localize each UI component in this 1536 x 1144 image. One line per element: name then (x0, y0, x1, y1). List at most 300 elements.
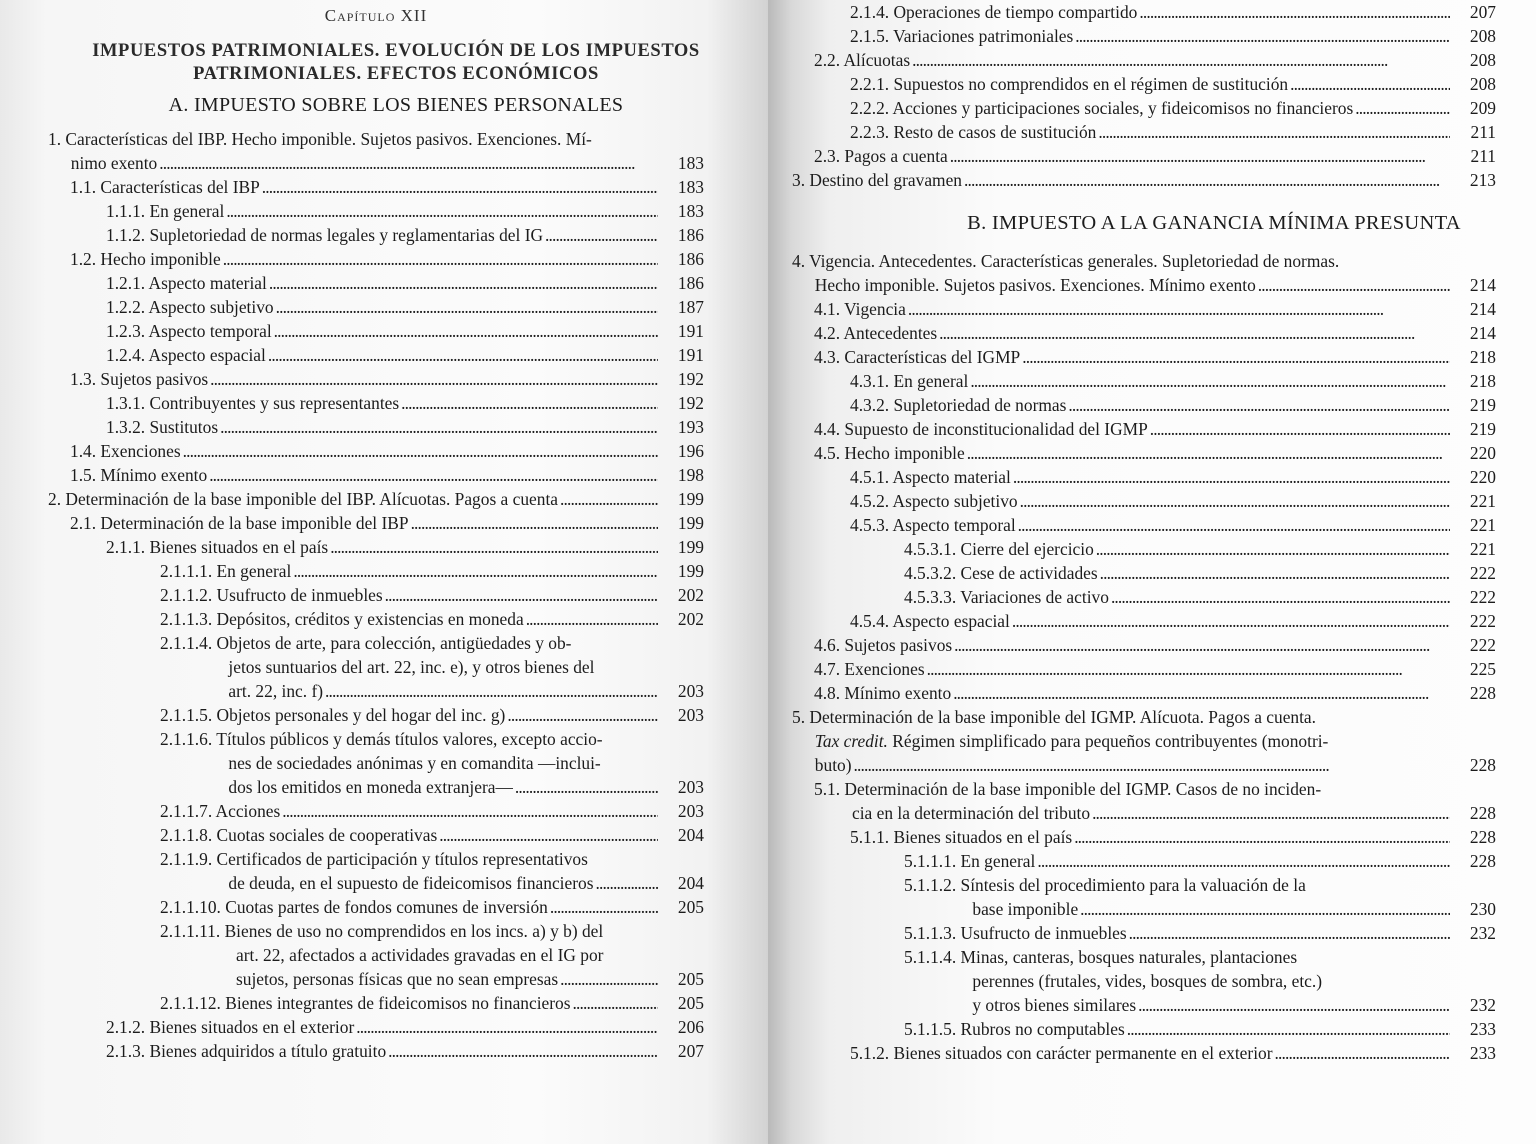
toc-page-number: 218 (1469, 371, 1496, 391)
toc-entry (48, 367, 704, 391)
toc-page-number: 228 (1469, 803, 1496, 823)
toc-page-number: 206 (677, 1017, 704, 1037)
leader-dots (595, 871, 658, 895)
leader-dots (1074, 825, 1450, 849)
toc-entry-title (904, 1017, 1125, 1041)
toc-page-number: 214 (1469, 323, 1496, 343)
toc-entry-title (48, 127, 660, 151)
toc-entry (48, 271, 704, 295)
leader-dots (1037, 849, 1450, 873)
toc-entry-line: art. 22, afectados a actividades gravadas en el IG por (236, 945, 604, 965)
toc-entry-title (904, 921, 1127, 945)
leader-dots (507, 703, 658, 727)
toc-entry-title (70, 247, 221, 271)
toc-entry (48, 343, 704, 367)
toc-entry-line: nimo exento (70, 153, 158, 173)
toc-entry-title (850, 72, 1288, 96)
toc-entry-line: 5. Determinación de la base imponible del IGMP. Alícuota. Pagos a cuenta. (792, 707, 1317, 727)
toc-entry (792, 393, 1496, 417)
toc-entry (792, 1017, 1496, 1041)
toc-page-number: 209 (1469, 98, 1496, 118)
toc-page-number: 199 (677, 537, 704, 557)
toc-entry-line: 2.1.1.10. Cuotas partes de fondos comunes de inversión (160, 897, 548, 917)
toc-entry (48, 391, 704, 415)
leader-dots (526, 607, 658, 631)
leader-dots (385, 583, 658, 607)
toc-entry-line: 2.1.5. Variaciones patrimoniales (850, 26, 1074, 46)
toc-page-number: 221 (1469, 491, 1496, 511)
toc-entry-title (160, 631, 660, 679)
toc-entry (792, 249, 1496, 297)
toc-entry (48, 319, 704, 343)
leader-dots (1111, 585, 1450, 609)
toc-entry-line: 2. Determinación de la base imponible del IBP. Alícuotas. Pagos a cuenta (48, 489, 558, 509)
toc-entry (48, 703, 704, 727)
toc-entry-title (850, 1041, 1273, 1065)
toc-entry (792, 24, 1496, 48)
toc-entry (792, 465, 1496, 489)
toc-entry-line: 2.3. Pagos a cuenta (814, 146, 948, 166)
toc-entry (48, 559, 704, 583)
toc-entry-line: Tax credit. Régimen simplificado para pequeños contribuyentes (monotri- (814, 731, 1329, 751)
toc-entry-line: 5.1.1. Bienes situados en el país (850, 827, 1073, 847)
toc-entry-line: 1.5. Mínimo exento (70, 465, 208, 485)
leader-dots (1096, 537, 1450, 561)
toc-entry-line: buto) (814, 755, 852, 775)
section-heading-a: A. IMPUESTO SOBRE LOS BIENES PERSONALES (168, 94, 624, 116)
toc-entry-title (160, 799, 280, 823)
toc-entry-line: 5.1.1.2. Síntesis del procedimiento para la valuación de la (904, 875, 1306, 895)
toc-entry-line: 1.1.1. En general (106, 201, 225, 221)
toc-entry-title (814, 681, 951, 705)
toc-page-number: 211 (1470, 122, 1496, 142)
toc-entry (792, 489, 1496, 513)
toc-entry-line: 1. Características del IBP. Hecho imponible. Sujetos pasivos. Exenciones. Mí- (48, 129, 592, 149)
toc-entry-line: de deuda, en el supuesto de fideicomisos financieros (228, 873, 594, 893)
toc-entry-title (160, 823, 437, 847)
leader-dots (223, 247, 658, 271)
toc-entry-title (106, 223, 543, 247)
toc-page-number: 222 (1469, 635, 1496, 655)
toc-page-number: 192 (677, 393, 704, 413)
leader-dots (950, 144, 1450, 168)
leader-dots (330, 535, 658, 559)
toc-entry (792, 537, 1496, 561)
toc-entry-line: 4.3. Características del IGMP (814, 347, 1021, 367)
toc-entry-title (106, 343, 266, 367)
toc-entry-line: 2.2.1. Supuestos no comprendidos en el régimen de sustitución (850, 74, 1289, 94)
toc-page-number: 219 (1469, 395, 1496, 415)
leader-dots (1100, 561, 1450, 585)
toc-entry-title (160, 991, 571, 1015)
toc-entry (48, 1039, 704, 1063)
leader-dots (1150, 417, 1450, 441)
leader-dots (908, 297, 1450, 321)
toc-entry-line: 4.5. Hecho imponible (814, 443, 965, 463)
toc-entry (792, 777, 1496, 825)
toc-entry-title (814, 417, 1148, 441)
leader-dots (282, 799, 658, 823)
leader-dots (1098, 120, 1450, 144)
toc-entry (792, 297, 1496, 321)
leader-dots (1355, 96, 1450, 120)
toc-entry (792, 633, 1496, 657)
leader-dots (970, 369, 1450, 393)
toc-page-number: 230 (1469, 899, 1496, 919)
toc-entry (792, 705, 1496, 777)
leader-dots (226, 199, 658, 223)
leader-dots (560, 967, 658, 991)
toc-page-number: 222 (1469, 563, 1496, 583)
toc-entry-line: 4.5.2. Aspecto subjetivo (850, 491, 1018, 511)
toc-page-number: 211 (1470, 146, 1496, 166)
toc-page-number: 219 (1469, 419, 1496, 439)
toc-page-number: 228 (1469, 755, 1496, 775)
toc-entry-title (850, 24, 1073, 48)
toc-page-number: 191 (677, 345, 704, 365)
toc-entry (48, 823, 704, 847)
toc-page-number: 222 (1469, 587, 1496, 607)
toc-page-number: 220 (1469, 443, 1496, 463)
toc-entry-title (814, 633, 952, 657)
toc-entry-line: 1.1.2. Supletoriedad de normas legales y reglamentarias del IG (106, 225, 544, 245)
toc-entry (48, 607, 704, 631)
toc-entry-line: cia en la determinación del tributo (852, 803, 1091, 823)
toc-entry-title (904, 561, 1098, 585)
toc-entry-line: 4.7. Exenciones (814, 659, 925, 679)
toc-entry-title (814, 777, 1452, 801)
leader-dots (912, 48, 1450, 72)
leader-dots (1080, 897, 1450, 921)
toc-page-number: 221 (1469, 515, 1496, 535)
leader-dots (1013, 465, 1450, 489)
toc-entry (792, 120, 1496, 144)
toc-entry (48, 583, 704, 607)
toc-entry (792, 609, 1496, 633)
toc-entry-title (792, 705, 1452, 753)
toc-entry (792, 168, 1496, 192)
toc-entry-line: 2.1.1.3. Depósitos, créditos y existencias en moneda (160, 609, 524, 629)
toc-entry-line: 5.1.2. Bienes situados con carácter permanente en el exterior (850, 1043, 1273, 1063)
toc-entry (792, 1041, 1496, 1065)
toc-page-number: 208 (1469, 74, 1496, 94)
toc-entry (792, 945, 1496, 1017)
toc-entry-title (850, 369, 968, 393)
toc-entry-title (850, 96, 1353, 120)
toc-entry (792, 96, 1496, 120)
toc-page-number: 207 (677, 1041, 704, 1061)
toc-page-number: 186 (677, 273, 704, 293)
toc-entry-line: 4.5.3. Aspecto temporal (850, 515, 1016, 535)
leader-dots (401, 391, 658, 415)
toc-page-number: 183 (677, 177, 704, 197)
chapter-title (48, 40, 704, 86)
toc-page-number: 193 (677, 417, 704, 437)
toc-page-number: 205 (677, 897, 704, 917)
toc-entry-line: 4.4. Supuesto de inconstitucionalidad del IGMP (814, 419, 1148, 439)
toc-entry-line: art. 22, inc. f) (228, 681, 324, 701)
toc-entry (792, 72, 1496, 96)
leader-dots (573, 991, 658, 1015)
toc-entry (48, 535, 704, 559)
leader-dots (939, 321, 1450, 345)
right-page (768, 0, 1536, 1144)
toc-entry-line: 4.2. Antecedentes (814, 323, 938, 343)
toc-entry-title (70, 439, 181, 463)
toc-entry-title (70, 463, 207, 487)
toc-entry-line: 2.1.1.8. Cuotas sociales de cooperativas (160, 825, 438, 845)
toc-entry-line: 2.2. Alícuotas (814, 50, 911, 70)
toc-entry-title (106, 319, 272, 343)
leader-dots (269, 271, 658, 295)
toc-entry-line: 4.5.3.1. Cierre del ejercicio (904, 539, 1094, 559)
toc-entry-line: base imponible (972, 899, 1079, 919)
toc-page-number: 221 (1469, 539, 1496, 559)
toc-entry-line: 4.5.3.3. Variaciones de activo (904, 587, 1109, 607)
toc-entry (792, 921, 1496, 945)
toc-entry-title (48, 487, 558, 511)
toc-entry-title (106, 415, 218, 439)
toc-entry-title (904, 585, 1109, 609)
toc-entry (48, 223, 704, 247)
leader-dots (1092, 801, 1450, 825)
toc-entry (792, 321, 1496, 345)
toc-entry-title (814, 297, 906, 321)
toc-entry-line: 5.1. Determinación de la base imponible del IGMP. Casos de no inciden- (814, 779, 1322, 799)
leader-dots (560, 487, 658, 511)
leader-dots (953, 681, 1450, 705)
toc-entry-title (70, 511, 409, 535)
toc-entry-title (160, 559, 291, 583)
toc-entry-title (814, 48, 910, 72)
leader-dots (411, 511, 658, 535)
leader-dots (262, 175, 658, 199)
leader-dots (1020, 489, 1450, 513)
leader-dots (854, 753, 1450, 777)
toc-entry-line: 5.1.1.4. Minas, canteras, bosques naturales, plantaciones (904, 947, 1298, 967)
leader-dots (388, 1039, 658, 1063)
leader-dots (927, 657, 1450, 681)
leader-dots (210, 367, 658, 391)
toc-entry-line: 1.2.2. Aspecto subjetivo (106, 297, 274, 317)
toc-entry-title (904, 537, 1094, 561)
chapter-title-line-2: PATRIMONIALES. EFECTOS ECONÓMICOS (193, 64, 599, 84)
toc-entry-title (850, 0, 1137, 24)
toc-entry (792, 345, 1496, 369)
toc-entry-line: 1.3. Sujetos pasivos (70, 369, 209, 389)
toc-page-number: 203 (677, 777, 704, 797)
leader-dots (1139, 0, 1450, 24)
toc-page-number: 220 (1469, 467, 1496, 487)
toc-entry-line: 1.3.2. Sustitutos (106, 417, 219, 437)
section-heading-b: B. IMPUESTO A LA GANANCIA MÍNIMA PRESUNTA (967, 212, 1461, 234)
toc-entry-title (70, 175, 260, 199)
toc-page-number: 203 (677, 705, 704, 725)
toc-page-number: 205 (677, 993, 704, 1013)
toc-entry-line: jetos suntuarios del art. 22, inc. e), y otros bienes del (228, 657, 595, 677)
toc-page-number: 199 (677, 513, 704, 533)
toc-entry-title (106, 1039, 386, 1063)
toc-entry-line: 2.1.3. Bienes adquiridos a título gratuito (106, 1041, 387, 1061)
toc-entry-line: 5.1.1.1. En general (904, 851, 1036, 871)
toc-page-number: 228 (1469, 683, 1496, 703)
leader-dots (1275, 1041, 1450, 1065)
toc-entry (48, 847, 704, 895)
toc-entry-line: Hecho imponible. Sujetos pasivos. Exenciones. Mínimo exento (814, 275, 1256, 295)
leader-dots (356, 1015, 658, 1039)
toc-entry-line: 2.1.1.5. Objetos personales y del hogar del inc. g) (160, 705, 506, 725)
toc-page-number: 204 (677, 873, 704, 893)
toc-entry-line: 3. Destino del gravamen (792, 170, 962, 190)
toc-entry-line: 5.1.1.5. Rubros no computables (904, 1019, 1125, 1039)
toc-entry (792, 48, 1496, 72)
toc-entry (792, 417, 1496, 441)
toc-entry-title (904, 945, 1452, 993)
toc-entry (48, 175, 704, 199)
toc-entry-title (106, 535, 328, 559)
toc-entry-line: 1.2.1. Aspecto material (106, 273, 267, 293)
leader-dots (1258, 273, 1450, 297)
toc-entry-line: 2.1.1.1. En general (160, 561, 292, 581)
toc-entry-line: 1.2.3. Aspecto temporal (106, 321, 272, 341)
toc-entry-line: 2.1.1.12. Bienes integrantes de fideicomisos no financieros (160, 993, 571, 1013)
toc-entry-title (106, 199, 224, 223)
toc-entry-line: 2.1. Determinación de la base imponible del IBP (70, 513, 409, 533)
toc-entry (792, 513, 1496, 537)
toc-page-number: 203 (677, 801, 704, 821)
leader-dots (1290, 72, 1450, 96)
toc-page-number: 187 (677, 297, 704, 317)
toc-entry (792, 849, 1496, 873)
toc-entry (48, 199, 704, 223)
leader-dots (954, 633, 1450, 657)
toc-entry-line: 1.2.4. Aspecto espacial (106, 345, 266, 365)
leader-dots (439, 823, 658, 847)
toc-page-number: 228 (1469, 851, 1496, 871)
toc-entry-line: sujetos, personas físicas que no sean empresas (236, 969, 559, 989)
toc-entry-line: 2.2.2. Acciones y participaciones sociales, y fideicomisos no financieros (850, 98, 1354, 118)
toc-entry (48, 727, 704, 799)
toc-page-number: 199 (677, 561, 704, 581)
toc-entry (792, 441, 1496, 465)
toc-page-number: 199 (677, 489, 704, 509)
toc-entry-line: 2.1.1. Bienes situados en el país (106, 537, 329, 557)
toc-entry-title (160, 607, 524, 631)
toc-entry-title (106, 391, 399, 415)
toc-entry-title (814, 345, 1020, 369)
toc-entry (48, 439, 704, 463)
leader-dots (183, 439, 658, 463)
toc-entry (48, 247, 704, 271)
toc-page-number: 233 (1469, 1019, 1496, 1039)
leader-dots (274, 319, 658, 343)
toc-entry (48, 631, 704, 703)
toc-entry (792, 657, 1496, 681)
chapter-title-line-1: IMPUESTOS PATRIMONIALES. EVOLUCIÓN DE LOS IMPUESTOS (92, 41, 700, 61)
toc-entry (48, 487, 704, 511)
toc-right-top (792, 0, 1496, 192)
toc-entry-title (814, 144, 948, 168)
toc-entry-line: 1.1. Características del IBP (70, 177, 260, 197)
toc-right-bottom (792, 249, 1496, 1065)
toc-entry-title (106, 295, 274, 319)
toc-entry-title (904, 873, 1452, 897)
toc-entry-line: 1.3.1. Contribuyentes y sus representantes (106, 393, 400, 413)
leader-dots (1129, 921, 1450, 945)
leader-dots (325, 679, 658, 703)
toc-page-number: 202 (677, 585, 704, 605)
leader-dots (268, 343, 658, 367)
leader-dots (1127, 1017, 1450, 1041)
toc-entry (48, 127, 704, 175)
toc-page-number: 233 (1469, 1043, 1496, 1063)
toc-entry-line: 4.5.1. Aspecto material (850, 467, 1011, 487)
toc-entry-line: 4.8. Mínimo exento (814, 683, 952, 703)
toc-entry-title (850, 120, 1096, 144)
leader-dots (550, 895, 658, 919)
toc-entry (48, 463, 704, 487)
toc-entry (48, 895, 704, 919)
toc-page-number: 202 (677, 609, 704, 629)
toc-page-number: 203 (677, 681, 704, 701)
toc-entry-title (792, 168, 962, 192)
toc-entry (792, 0, 1496, 24)
toc-entry-line: 2.1.1.7. Acciones (160, 801, 281, 821)
toc-page-number: 198 (677, 465, 704, 485)
toc-page-number: 214 (1469, 299, 1496, 319)
toc-page-number: 225 (1469, 659, 1496, 679)
leader-dots (159, 151, 658, 175)
toc-entry-title (792, 249, 1452, 273)
toc-entry-title (814, 321, 937, 345)
toc-entry-line: 5.1.1.3. Usufructo de inmuebles (904, 923, 1127, 943)
toc-page-number: 191 (677, 321, 704, 341)
toc-entry-title (904, 849, 1035, 873)
toc-entry (792, 561, 1496, 585)
toc-entry-title (160, 583, 383, 607)
leader-dots (1022, 345, 1450, 369)
toc-page-number: 214 (1469, 275, 1496, 295)
leader-dots (209, 463, 658, 487)
toc-entry-title (106, 1015, 354, 1039)
toc-page-number: 232 (1469, 995, 1496, 1015)
toc-entry-line: 4.3.1. En general (850, 371, 969, 391)
toc-entry-title (160, 895, 548, 919)
toc-page-number: 186 (677, 249, 704, 269)
toc-entry-line: 4.5.4. Aspecto espacial (850, 611, 1010, 631)
toc-entry-line: 1.4. Exenciones (70, 441, 181, 461)
toc-page-number: 205 (677, 969, 704, 989)
toc-entry-line: 2.1.1.2. Usufructo de inmuebles (160, 585, 383, 605)
toc-entry-line: 4. Vigencia. Antecedentes. Características generales. Supletoriedad de normas. (792, 251, 1340, 271)
toc-entry-title (850, 609, 1010, 633)
toc-page-number: 183 (677, 153, 704, 173)
toc-entry-title (850, 489, 1018, 513)
toc-entry-title (850, 513, 1016, 537)
toc-page-number: 196 (677, 441, 704, 461)
toc-page-number: 213 (1469, 170, 1496, 190)
toc-entry-line: 2.1.2. Bienes situados en el exterior (106, 1017, 355, 1037)
toc-entry (792, 144, 1496, 168)
leader-dots (964, 168, 1450, 192)
toc-left (48, 127, 704, 1063)
toc-entry-line: perennes (frutales, vides, bosques de sombra, etc.) (972, 971, 1323, 991)
toc-entry-line: 4.1. Vigencia (814, 299, 906, 319)
toc-entry (792, 873, 1496, 921)
toc-entry (48, 295, 704, 319)
toc-page-number: 228 (1469, 827, 1496, 847)
toc-entry (792, 825, 1496, 849)
